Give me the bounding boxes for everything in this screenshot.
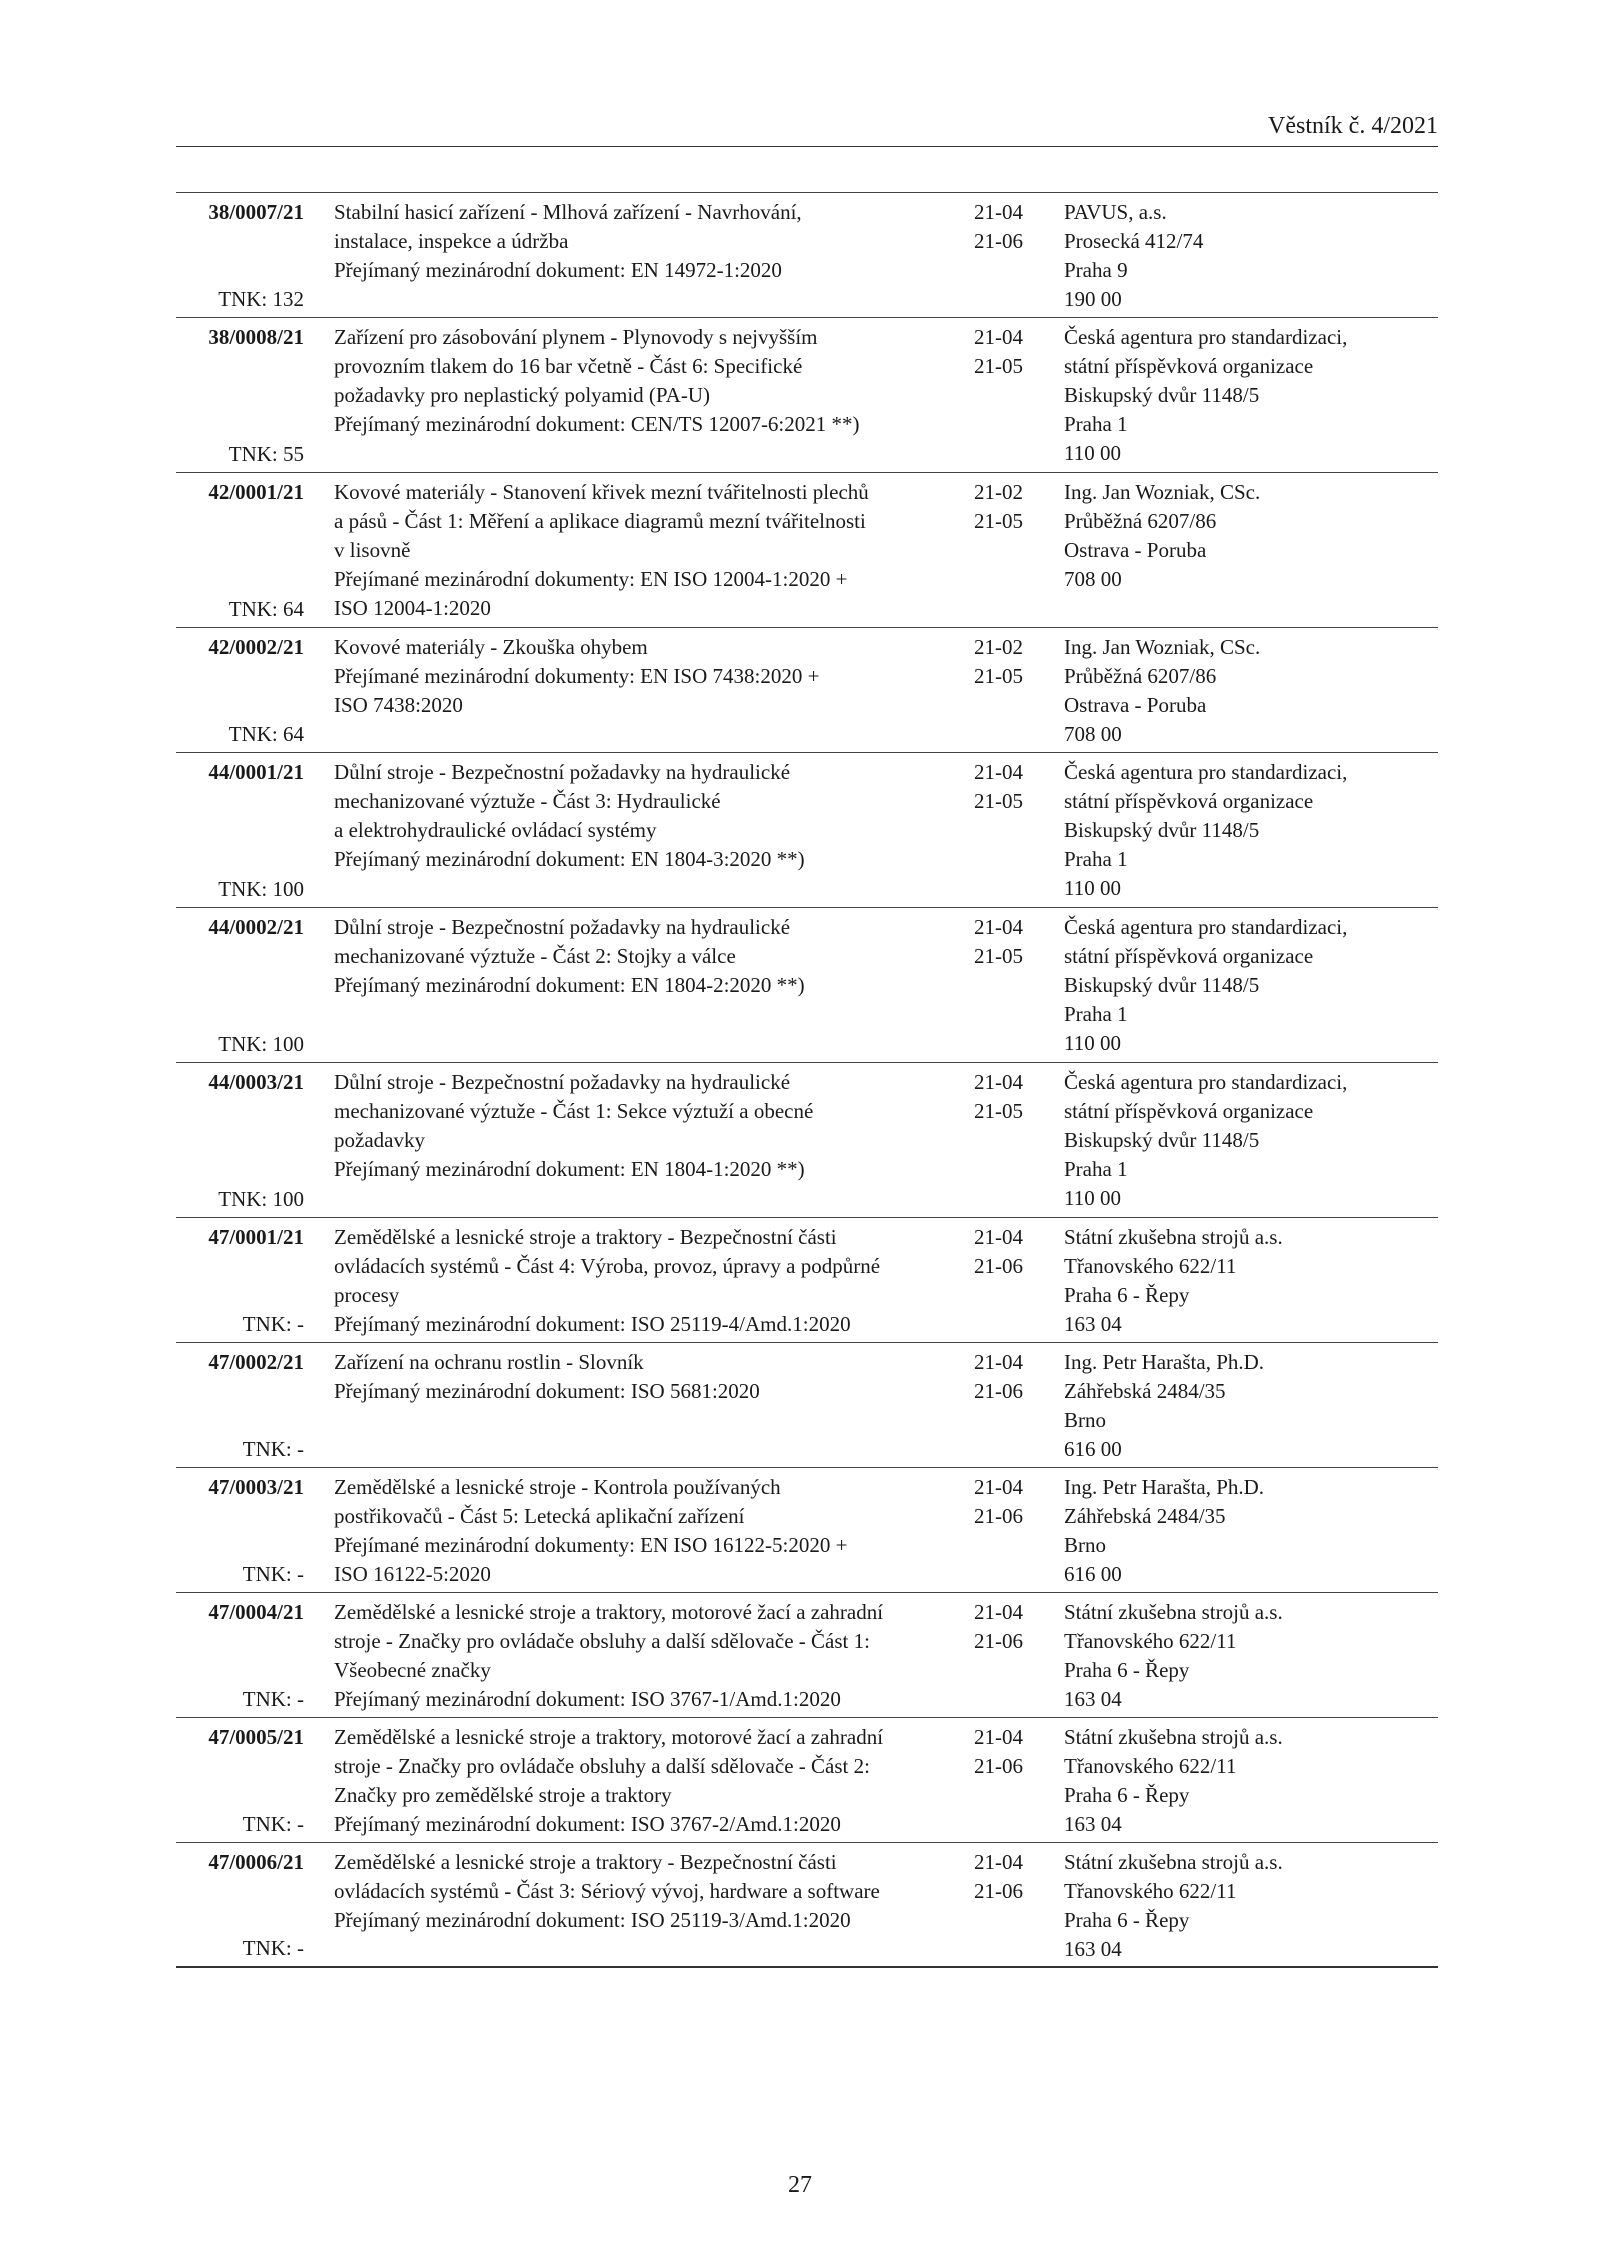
entry-id-column bbox=[176, 198, 304, 314]
entry-title-line: a elektrohydraulické ovládací systémy bbox=[334, 818, 657, 842]
entry-row bbox=[176, 753, 1438, 908]
entry-tnk: TNK: - bbox=[242, 1437, 304, 1461]
entry-title-line: Všeobecné značky bbox=[334, 1658, 491, 1682]
entry-address-line: 708 00 bbox=[1064, 722, 1122, 746]
entry-title-line: ovládacích systémů - Část 4: Výroba, provoz, úpravy a podpůrné bbox=[334, 1254, 881, 1278]
header-rule bbox=[176, 146, 1438, 147]
entry-title bbox=[334, 323, 962, 469]
entry-address-line: Biskupský dvůr 1148/5 bbox=[1064, 1128, 1260, 1152]
entry-address-line: 110 00 bbox=[1064, 876, 1121, 900]
entry-address-line: Praha 6 - Řepy bbox=[1064, 1908, 1190, 1932]
entry-codes-line: 21-04 bbox=[974, 760, 1023, 784]
entry-title bbox=[334, 758, 962, 904]
entry-address-line: 163 04 bbox=[1064, 1312, 1122, 1336]
entry-title-line: Důlní stroje - Bezpečnostní požadavky na hydraulické bbox=[334, 760, 791, 784]
entry-title-line: Zařízení na ochranu rostlin - Slovník bbox=[334, 1350, 644, 1374]
entry-id: 47/0005/21 bbox=[208, 1725, 304, 1749]
entry-row bbox=[176, 1593, 1438, 1718]
entry-address-line: Třanovského 622/11 bbox=[1064, 1629, 1237, 1653]
entry-codes bbox=[974, 633, 1064, 749]
entry-address-line: 110 00 bbox=[1064, 1186, 1121, 1210]
entry-tnk: TNK: 132 bbox=[218, 287, 304, 311]
entry-title-line: ISO 12004-1:2020 bbox=[334, 596, 491, 620]
entry-address-line: Česká agentura pro standardizaci, bbox=[1064, 325, 1348, 349]
entry-id: 47/0002/21 bbox=[208, 1350, 304, 1374]
entry-tnk: TNK: 100 bbox=[218, 1032, 304, 1056]
entry-title bbox=[334, 1223, 962, 1339]
entry-codes bbox=[974, 198, 1064, 314]
entry-id: 47/0001/21 bbox=[208, 1225, 304, 1249]
page-number: 27 bbox=[788, 2172, 812, 2198]
entry-title-line: Přejímaný mezinárodní dokument: EN 1804-1:2020 **) bbox=[334, 1157, 805, 1181]
entry-codes-line: 21-05 bbox=[974, 944, 1023, 968]
entry-address-line: Praha 6 - Řepy bbox=[1064, 1783, 1190, 1807]
entry-address-line: státní příspěvková organizace bbox=[1064, 354, 1314, 378]
entry-codes-line: 21-04 bbox=[974, 915, 1023, 939]
entry-codes-line: 21-04 bbox=[974, 1725, 1023, 1749]
entry-title-line: ISO 16122-5:2020 bbox=[334, 1562, 491, 1586]
entry-address-line: Třanovského 622/11 bbox=[1064, 1754, 1237, 1778]
entry-id-column bbox=[176, 1723, 304, 1839]
entry-codes-line: 21-04 bbox=[974, 1225, 1023, 1249]
entry-address-line: Záhřebská 2484/35 bbox=[1064, 1379, 1226, 1403]
entry-row bbox=[176, 473, 1438, 628]
entry-address-line: 616 00 bbox=[1064, 1562, 1122, 1586]
entry-codes-line: 21-06 bbox=[974, 1879, 1023, 1903]
entry-title-line: mechanizované výztuže - Část 2: Stojky a válce bbox=[334, 944, 736, 968]
entry-id-column bbox=[176, 478, 304, 624]
entry-tnk: TNK: - bbox=[242, 1312, 304, 1336]
entry-codes-line: 21-05 bbox=[974, 1099, 1023, 1123]
entry-address bbox=[1064, 1848, 1438, 1963]
entry-address-line: Státní zkušebna strojů a.s. bbox=[1064, 1850, 1283, 1874]
entry-codes bbox=[974, 1473, 1064, 1589]
entry-id-column bbox=[176, 633, 304, 749]
entry-codes-line: 21-05 bbox=[974, 509, 1023, 533]
entry-title-line: Kovové materiály - Stanovení křivek mezní tvářitelnosti plechů bbox=[334, 480, 869, 504]
entry-id: 44/0001/21 bbox=[208, 760, 304, 784]
entry-address-line: 110 00 bbox=[1064, 1031, 1121, 1055]
entry-title-line: Značky pro zemědělské stroje a traktory bbox=[334, 1783, 672, 1807]
entry-id-column bbox=[176, 1598, 304, 1714]
entry-tnk: TNK: - bbox=[242, 1562, 304, 1586]
entry-address-line: 163 04 bbox=[1064, 1687, 1122, 1711]
entry-codes-line: 21-05 bbox=[974, 664, 1023, 688]
entry-title bbox=[334, 1068, 962, 1214]
entry-address-line: 163 04 bbox=[1064, 1812, 1122, 1836]
entry-title-line: Přejímaný mezinárodní dokument: ISO 25119-4/Amd.1:2020 bbox=[334, 1312, 851, 1336]
entry-title-line: Přejímaný mezinárodní dokument: ISO 3767-1/Amd.1:2020 bbox=[334, 1687, 841, 1711]
page-header: Věstník č. 4/2021 bbox=[1268, 113, 1438, 139]
entry-title bbox=[334, 1348, 962, 1464]
entry-address-line: 708 00 bbox=[1064, 567, 1122, 591]
entry-address bbox=[1064, 913, 1438, 1059]
entry-address-line: 616 00 bbox=[1064, 1437, 1122, 1461]
entry-title bbox=[334, 1473, 962, 1589]
entry-address-line: Průběžná 6207/86 bbox=[1064, 664, 1217, 688]
entry-codes-line: 21-06 bbox=[974, 229, 1023, 253]
entry-tnk: TNK: - bbox=[242, 1812, 304, 1836]
entry-codes-line: 21-04 bbox=[974, 1850, 1023, 1874]
entry-address-line: Státní zkušebna strojů a.s. bbox=[1064, 1725, 1283, 1749]
entry-address-line: státní příspěvková organizace bbox=[1064, 1099, 1314, 1123]
entry-address-line: 190 00 bbox=[1064, 287, 1122, 311]
entry-address-line: Praha 9 bbox=[1064, 258, 1128, 282]
entry-address-line: Ostrava - Poruba bbox=[1064, 538, 1207, 562]
entry-address-line: Prosecká 412/74 bbox=[1064, 229, 1204, 253]
entry-row bbox=[176, 193, 1438, 318]
entry-address-line: Praha 1 bbox=[1064, 1002, 1128, 1026]
entry-id-column bbox=[176, 1223, 304, 1339]
entry-codes-line: 21-02 bbox=[974, 635, 1023, 659]
entry-title-line: v lisovně bbox=[334, 538, 411, 562]
entry-address-line: Biskupský dvůr 1148/5 bbox=[1064, 973, 1260, 997]
entry-address-line: Biskupský dvůr 1148/5 bbox=[1064, 818, 1260, 842]
entry-title-line: Zemědělské a lesnické stroje a traktory - Bezpečnostní části bbox=[334, 1225, 837, 1249]
entry-tnk: TNK: 64 bbox=[228, 597, 304, 621]
entry-tnk: TNK: - bbox=[242, 1687, 304, 1711]
entry-address-line: Třanovského 622/11 bbox=[1064, 1254, 1237, 1278]
entry-address-line: 110 00 bbox=[1064, 441, 1121, 465]
entry-title bbox=[334, 198, 962, 314]
entry-title-line: postřikovačů - Část 5: Letecká aplikační zařízení bbox=[334, 1504, 745, 1528]
entry-address-line: Praha 1 bbox=[1064, 847, 1128, 871]
entry-address-line: Průběžná 6207/86 bbox=[1064, 509, 1217, 533]
entry-id: 38/0008/21 bbox=[208, 325, 304, 349]
entry-address bbox=[1064, 758, 1438, 904]
entry-codes-line: 21-06 bbox=[974, 1629, 1023, 1653]
entry-codes-line: 21-04 bbox=[974, 200, 1023, 224]
entry-title-line: ovládacích systémů - Část 3: Sériový vývoj, hardware a software bbox=[334, 1879, 880, 1903]
entry-address-line: 163 04 bbox=[1064, 1937, 1122, 1961]
entry-codes-line: 21-02 bbox=[974, 480, 1023, 504]
entry-id: 38/0007/21 bbox=[208, 200, 304, 224]
entry-title-line: Přejímaný mezinárodní dokument: ISO 3767-2/Amd.1:2020 bbox=[334, 1812, 841, 1836]
entry-address-line: Brno bbox=[1064, 1408, 1106, 1432]
entry-codes bbox=[974, 1223, 1064, 1339]
entry-title-line: Důlní stroje - Bezpečnostní požadavky na hydraulické bbox=[334, 915, 791, 939]
entry-row bbox=[176, 1468, 1438, 1593]
entry-codes-line: 21-06 bbox=[974, 1254, 1023, 1278]
entry-codes bbox=[974, 1848, 1064, 1963]
entry-address-line: Ostrava - Poruba bbox=[1064, 693, 1207, 717]
entry-address-line: Ing. Jan Wozniak, CSc. bbox=[1064, 635, 1261, 659]
entry-codes-line: 21-05 bbox=[974, 789, 1023, 813]
entry-title-line: požadavky pro neplastický polyamid (PA-U) bbox=[334, 383, 710, 407]
entry-address-line: státní příspěvková organizace bbox=[1064, 944, 1314, 968]
entry-title bbox=[334, 478, 962, 624]
entry-row bbox=[176, 1843, 1438, 1968]
entry-address-line: Praha 1 bbox=[1064, 1157, 1128, 1181]
entry-title-line: stroje - Značky pro ovládače obsluhy a další sdělovače - Část 2: bbox=[334, 1754, 870, 1778]
entry-codes bbox=[974, 913, 1064, 1059]
entry-title bbox=[334, 913, 962, 1059]
entry-codes-line: 21-06 bbox=[974, 1379, 1023, 1403]
entry-codes bbox=[974, 478, 1064, 624]
entry-title-line: Přejímaný mezinárodní dokument: CEN/TS 12007-6:2021 **) bbox=[334, 412, 860, 436]
entry-address-line: státní příspěvková organizace bbox=[1064, 789, 1314, 813]
entry-id-column bbox=[176, 1348, 304, 1464]
entry-address-line: Biskupský dvůr 1148/5 bbox=[1064, 383, 1260, 407]
entry-title-line: Přejímaný mezinárodní dokument: ISO 5681:2020 bbox=[334, 1379, 760, 1403]
entry-row bbox=[176, 1343, 1438, 1468]
entry-address-line: Praha 6 - Řepy bbox=[1064, 1658, 1190, 1682]
entry-title-line: požadavky bbox=[334, 1128, 425, 1152]
entry-title bbox=[334, 1723, 962, 1839]
entry-id: 44/0003/21 bbox=[208, 1070, 304, 1094]
entry-codes bbox=[974, 1598, 1064, 1714]
entry-row bbox=[176, 908, 1438, 1063]
entry-title-line: Stabilní hasicí zařízení - Mlhová zařízení - Navrhování, bbox=[334, 200, 802, 224]
entry-title-line: stroje - Značky pro ovládače obsluhy a další sdělovače - Část 1: bbox=[334, 1629, 870, 1653]
entry-row bbox=[176, 1063, 1438, 1218]
entry-id: 42/0001/21 bbox=[208, 480, 304, 504]
entry-address-line: Praha 6 - Řepy bbox=[1064, 1283, 1190, 1307]
entry-codes-line: 21-04 bbox=[974, 1600, 1023, 1624]
entry-codes-line: 21-05 bbox=[974, 354, 1023, 378]
entry-address bbox=[1064, 1473, 1438, 1589]
entry-address bbox=[1064, 198, 1438, 314]
entry-codes bbox=[974, 1068, 1064, 1214]
entry-codes-line: 21-04 bbox=[974, 1475, 1023, 1499]
entry-title-line: Přejímaný mezinárodní dokument: EN 1804-3:2020 **) bbox=[334, 847, 805, 871]
entry-address-line: Brno bbox=[1064, 1533, 1106, 1557]
entry-title bbox=[334, 1848, 962, 1963]
entry-codes bbox=[974, 1348, 1064, 1464]
entry-id-column bbox=[176, 913, 304, 1059]
entry-id: 47/0003/21 bbox=[208, 1475, 304, 1499]
entry-title-line: Zemědělské a lesnické stroje - Kontrola používaných bbox=[334, 1475, 781, 1499]
entry-id-column bbox=[176, 1473, 304, 1589]
entry-id-column bbox=[176, 1068, 304, 1214]
entry-title-line: procesy bbox=[334, 1283, 400, 1307]
entry-title-line: Důlní stroje - Bezpečnostní požadavky na hydraulické bbox=[334, 1070, 791, 1094]
entry-address-line: Česká agentura pro standardizaci, bbox=[1064, 1070, 1348, 1094]
entry-codes bbox=[974, 1723, 1064, 1839]
entry-title-line: Přejímané mezinárodní dokumenty: EN ISO 16122-5:2020 + bbox=[334, 1533, 848, 1557]
entry-id: 47/0004/21 bbox=[208, 1600, 304, 1624]
entry-address bbox=[1064, 1723, 1438, 1839]
entry-address bbox=[1064, 1223, 1438, 1339]
entry-address-line: Záhřebská 2484/35 bbox=[1064, 1504, 1226, 1528]
entry-id-column bbox=[176, 1848, 304, 1963]
entry-tnk: TNK: 100 bbox=[218, 877, 304, 901]
entry-address bbox=[1064, 323, 1438, 469]
entry-title-line: provozním tlakem do 16 bar včetně - Část 6: Specifické bbox=[334, 354, 803, 378]
entry-title-line: Zemědělské a lesnické stroje a traktory, motorové žací a zahradní bbox=[334, 1725, 884, 1749]
entry-row bbox=[176, 1718, 1438, 1843]
entry-codes-line: 21-06 bbox=[974, 1754, 1023, 1778]
entry-address bbox=[1064, 478, 1438, 624]
entry-address-line: Česká agentura pro standardizaci, bbox=[1064, 760, 1348, 784]
entry-title-line: ISO 7438:2020 bbox=[334, 693, 463, 717]
entry-id: 47/0006/21 bbox=[208, 1850, 304, 1874]
entry-codes-line: 21-04 bbox=[974, 325, 1023, 349]
entry-address-line: Ing. Petr Harašta, Ph.D. bbox=[1064, 1475, 1265, 1499]
entry-row bbox=[176, 1218, 1438, 1343]
entry-address-line: Státní zkušebna strojů a.s. bbox=[1064, 1225, 1283, 1249]
entry-address-line: Státní zkušebna strojů a.s. bbox=[1064, 1600, 1283, 1624]
entry-codes-line: 21-04 bbox=[974, 1350, 1023, 1374]
entry-id: 44/0002/21 bbox=[208, 915, 304, 939]
entry-tnk: TNK: 64 bbox=[228, 722, 304, 746]
entry-id-column bbox=[176, 758, 304, 904]
entry-address bbox=[1064, 1068, 1438, 1214]
entry-tnk: TNK: - bbox=[242, 1936, 304, 1960]
entry-address bbox=[1064, 1348, 1438, 1464]
entry-title-line: mechanizované výztuže - Část 3: Hydraulické bbox=[334, 789, 721, 813]
entry-title-line: Zemědělské a lesnické stroje a traktory, motorové žací a zahradní bbox=[334, 1600, 884, 1624]
entry-id-column bbox=[176, 323, 304, 469]
entry-title-line: Zařízení pro zásobování plynem - Plynovody s nejvyšším bbox=[334, 325, 818, 349]
entry-codes bbox=[974, 758, 1064, 904]
entry-codes-line: 21-04 bbox=[974, 1070, 1023, 1094]
entry-title bbox=[334, 633, 962, 749]
entry-title bbox=[334, 1598, 962, 1714]
entry-address bbox=[1064, 633, 1438, 749]
entry-title-line: Přejímané mezinárodní dokumenty: EN ISO 12004-1:2020 + bbox=[334, 567, 848, 591]
entry-tnk: TNK: 55 bbox=[228, 442, 304, 466]
entry-title-line: Přejímaný mezinárodní dokument: ISO 25119-3/Amd.1:2020 bbox=[334, 1908, 851, 1932]
entry-title-line: instalace, inspekce a údržba bbox=[334, 229, 569, 253]
entry-address-line: Praha 1 bbox=[1064, 412, 1128, 436]
entry-title-line: a pásů - Část 1: Měření a aplikace diagramů mezní tvářitelnosti bbox=[334, 509, 866, 533]
entry-title-line: Kovové materiály - Zkouška ohybem bbox=[334, 635, 648, 659]
entry-address bbox=[1064, 1598, 1438, 1714]
entry-row bbox=[176, 628, 1438, 753]
entries-table bbox=[176, 192, 1438, 1968]
entry-address-line: Ing. Petr Harašta, Ph.D. bbox=[1064, 1350, 1265, 1374]
entry-title-line: mechanizované výztuže - Část 1: Sekce výztuží a obecné bbox=[334, 1099, 814, 1123]
entry-row bbox=[176, 318, 1438, 473]
entry-address-line: Česká agentura pro standardizaci, bbox=[1064, 915, 1348, 939]
entry-title-line: Přejímané mezinárodní dokumenty: EN ISO 7438:2020 + bbox=[334, 664, 820, 688]
entry-id: 42/0002/21 bbox=[208, 635, 304, 659]
entry-title-line: Zemědělské a lesnické stroje a traktory - Bezpečnostní části bbox=[334, 1850, 837, 1874]
entry-title-line: Přejímaný mezinárodní dokument: EN 14972-1:2020 bbox=[334, 258, 782, 282]
entry-address-line: PAVUS, a.s. bbox=[1064, 200, 1167, 224]
entry-codes bbox=[974, 323, 1064, 469]
entry-address-line: Třanovského 622/11 bbox=[1064, 1879, 1237, 1903]
entry-title-line: Přejímaný mezinárodní dokument: EN 1804-2:2020 **) bbox=[334, 973, 805, 997]
entry-tnk: TNK: 100 bbox=[218, 1187, 304, 1211]
entry-address-line: Ing. Jan Wozniak, CSc. bbox=[1064, 480, 1261, 504]
entry-codes-line: 21-06 bbox=[974, 1504, 1023, 1528]
